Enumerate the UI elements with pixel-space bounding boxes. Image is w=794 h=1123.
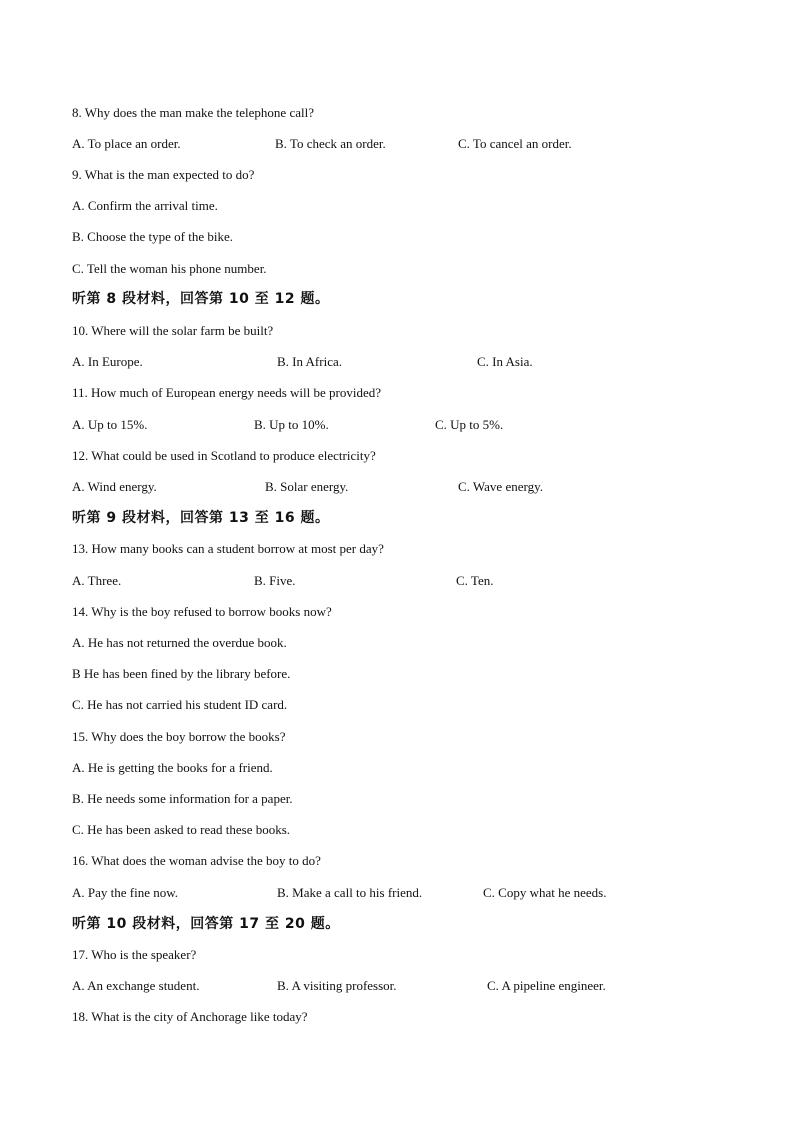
option-13b: B. Five. bbox=[254, 573, 296, 588]
option-15a: A. He is getting the books for a friend. bbox=[72, 760, 273, 775]
section-header-9: 听第 9 段材料，回答第 13 至 16 题。 bbox=[72, 510, 330, 526]
question-17: 17. Who is the speaker? bbox=[72, 947, 197, 962]
option-11c: C. Up to 5%. bbox=[435, 417, 504, 432]
option-17c: C. A pipeline engineer. bbox=[487, 978, 606, 993]
option-9c: C. Tell the woman his phone number. bbox=[72, 261, 267, 276]
option-16c: C. Copy what he needs. bbox=[483, 885, 607, 900]
option-12c: C. Wave energy. bbox=[458, 479, 543, 494]
option-16b: B. Make a call to his friend. bbox=[277, 885, 423, 900]
option-11a: A. Up to 15%. bbox=[72, 417, 148, 432]
option-17b: B. A visiting professor. bbox=[277, 978, 397, 993]
option-14c: C. He has not carried his student ID card. bbox=[72, 697, 288, 712]
option-8a: A. To place an order. bbox=[72, 136, 181, 151]
question-14: 14. Why is the boy refused to borrow books now? bbox=[72, 604, 332, 619]
option-14a: A. He has not returned the overdue book. bbox=[72, 635, 287, 650]
question-8: 8. Why does the man make the telephone call? bbox=[72, 105, 314, 120]
section-header-8: 听第 8 段材料，回答第 10 至 12 题。 bbox=[72, 291, 330, 307]
option-12a: A. Wind energy. bbox=[72, 479, 157, 494]
question-12: 12. What could be used in Scotland to produce electricity? bbox=[72, 448, 376, 463]
question-16: 16. What does the woman advise the boy to do? bbox=[72, 853, 321, 868]
section-header-10: 听第 10 段材料，回答第 17 至 20 题。 bbox=[72, 916, 340, 932]
option-8b: B. To check an order. bbox=[275, 136, 386, 151]
question-9: 9. What is the man expected to do? bbox=[72, 167, 255, 182]
question-15: 15. Why does the boy borrow the books? bbox=[72, 729, 286, 744]
option-13a: A. Three. bbox=[72, 573, 122, 588]
option-9a: A. Confirm the arrival time. bbox=[72, 198, 218, 213]
option-16a: A. Pay the fine now. bbox=[72, 885, 179, 900]
question-13: 13. How many books can a student borrow at most per day? bbox=[72, 541, 384, 556]
option-12b: B. Solar energy. bbox=[265, 479, 349, 494]
question-10: 10. Where will the solar farm be built? bbox=[72, 323, 274, 338]
option-13c: C. Ten. bbox=[456, 573, 494, 588]
option-8c: C. To cancel an order. bbox=[458, 136, 572, 151]
option-14b: B He has been fined by the library before. bbox=[72, 666, 291, 681]
question-18: 18. What is the city of Anchorage like today? bbox=[72, 1009, 308, 1024]
option-15c: C. He has been asked to read these books. bbox=[72, 822, 291, 837]
option-9b: B. Choose the type of the bike. bbox=[72, 229, 234, 244]
option-11b: B. Up to 10%. bbox=[254, 417, 329, 432]
option-10a: A. In Europe. bbox=[72, 354, 143, 369]
option-17a: A. An exchange student. bbox=[72, 978, 200, 993]
question-11: 11. How much of European energy needs will be provided? bbox=[72, 385, 382, 400]
option-15b: B. He needs some information for a paper. bbox=[72, 791, 293, 806]
option-10b: B. In Africa. bbox=[277, 354, 342, 369]
option-10c: C. In Asia. bbox=[477, 354, 533, 369]
